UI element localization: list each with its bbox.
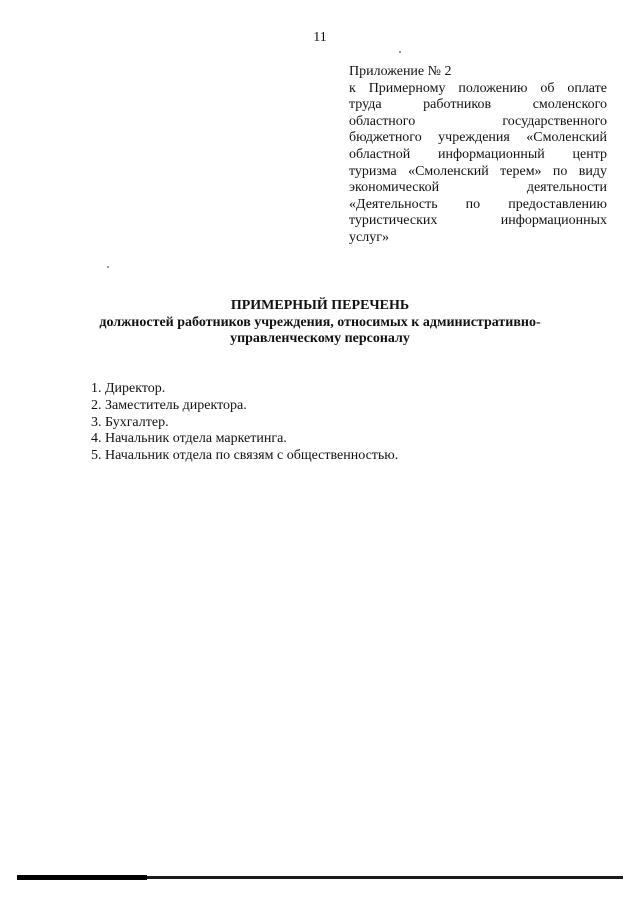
positions-list	[91, 381, 571, 465]
heading-subtitle-line: управленческому персоналу	[230, 331, 410, 346]
heading-subtitle-line: должностей работников учреждения, относимых к административно-	[99, 314, 541, 330]
appendix-line: услуг»	[349, 229, 389, 245]
list-item: 4. Начальник отдела маркетинга.	[91, 431, 287, 447]
document-heading	[60, 298, 580, 348]
appendix-line: областного государственного	[349, 113, 607, 129]
page-number: 11	[313, 30, 327, 45]
heading-title: ПРИМЕРНЫЙ ПЕРЕЧЕНЬ	[230, 298, 410, 313]
list-item: 5. Начальник отдела по связям с общественностью.	[91, 448, 399, 464]
appendix-line: туристических информационных	[349, 213, 607, 229]
appendix-line: областной информационный центр	[349, 146, 607, 162]
list-item: 1. Директор.	[91, 381, 166, 396]
appendix-line: туризма «Смоленский терем» по виду	[349, 163, 607, 179]
scan-speck	[107, 266, 109, 268]
appendix-line: к Примерному положению об оплате	[349, 80, 607, 96]
appendix-line: труда работников смоленского	[349, 97, 607, 113]
appendix-line: «Деятельность по предоставлению	[349, 196, 607, 212]
appendix-reference	[349, 64, 607, 247]
list-item: 2. Заместитель директора.	[91, 397, 247, 413]
scan-speck	[399, 51, 401, 53]
appendix-line: экономической деятельности	[349, 180, 607, 196]
appendix-line: бюджетного учреждения «Смоленский	[349, 130, 607, 146]
bottom-rule-shadow	[17, 875, 147, 880]
appendix-title: Приложение № 2	[349, 64, 452, 79]
list-item: 3. Бухгалтер.	[91, 414, 169, 430]
